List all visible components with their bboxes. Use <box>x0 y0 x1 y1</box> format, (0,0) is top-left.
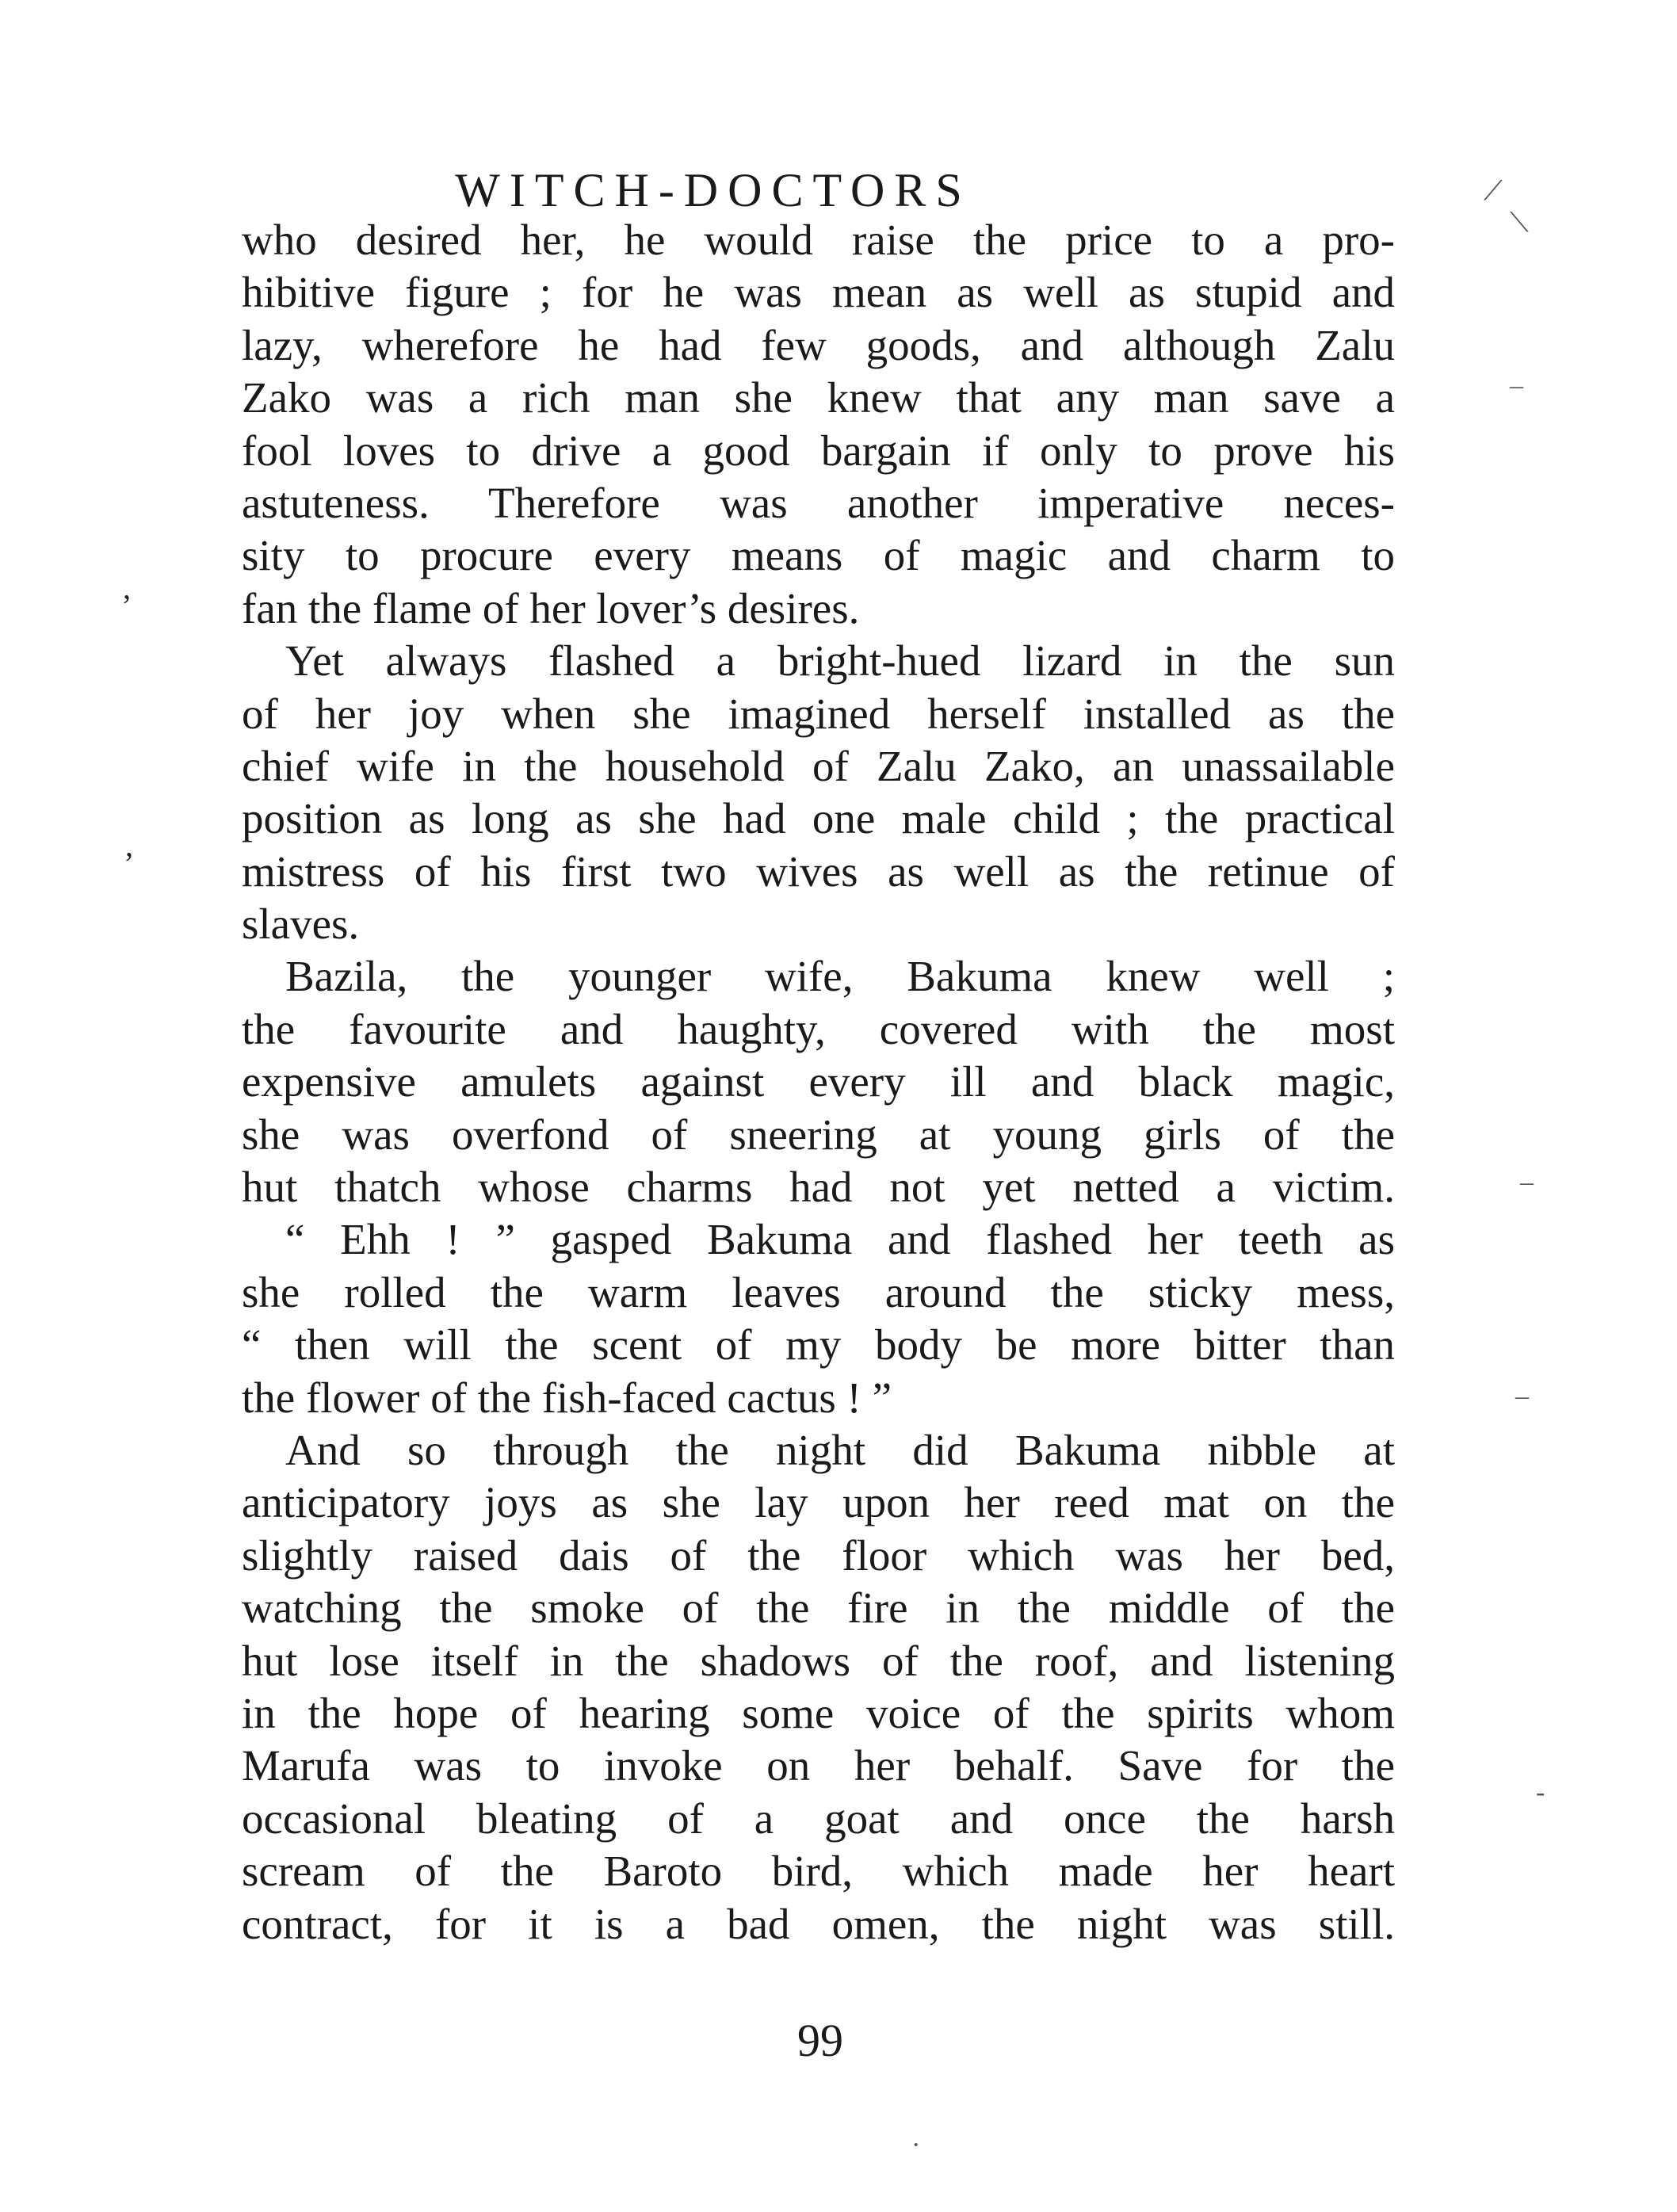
text-line: And so through the night did Bakuma nibble at <box>285 1425 1395 1474</box>
text-line: anticipatory joys as she lay upon her reed mat on the <box>242 1478 1395 1527</box>
text-line: hut thatch whose charms had not yet netted a victim. <box>242 1163 1395 1212</box>
text-line: sity to procure every means of magic and charm to <box>242 531 1395 580</box>
text-line: in the hope of hearing some voice of the spirits whom <box>242 1688 1395 1737</box>
text-line: scream of the Baroto bird, which made her heart <box>242 1847 1395 1896</box>
page-number: 99 <box>797 2015 843 2066</box>
text-line: Bazila, the younger wife, Bakuma knew well ; <box>285 952 1395 1001</box>
text-line: hibitive figure ; for he was mean as well as stupid and <box>242 268 1395 317</box>
text-line: of her joy when she imagined herself installed as the <box>242 689 1395 738</box>
scan-speck: – <box>1510 371 1523 400</box>
text-line: fool loves to drive a good bargain if only to prove his <box>242 426 1395 475</box>
text-line: “ then will the scent of my body be more bitter than <box>242 1320 1395 1370</box>
text-line: hut lose itself in the shadows of the roof, and listening <box>242 1636 1395 1685</box>
scan-speck: , <box>123 570 131 606</box>
scan-speck: - <box>1536 1778 1545 1807</box>
text-line: slaves. <box>242 900 360 949</box>
body-text <box>242 214 1395 1950</box>
text-line: chief wife in the household of Zalu Zako, an unassailable <box>242 741 1395 790</box>
text-line: watching the smoke of the fire in the middle of the <box>242 1584 1395 1633</box>
text-line: slightly raised dais of the floor which was her bed, <box>242 1530 1395 1580</box>
text-line: who desired her, he would raise the price to a pro- <box>242 216 1395 264</box>
scan-speck: , <box>125 827 133 863</box>
scan-speck: · <box>911 2130 921 2160</box>
text-line: position as long as she had one male child ; the practical <box>242 794 1395 843</box>
text-line: mistress of his first two wives as well as the retinue of <box>242 846 1395 896</box>
text-line: occasional bleating of a goat and once the harsh <box>242 1794 1395 1843</box>
text-line: fan the flame of her lover’s desires. <box>242 583 860 632</box>
text-line: Zako was a rich man she knew that any man save a <box>242 373 1395 422</box>
text-line: expensive amulets against every ill and black magic, <box>242 1057 1395 1106</box>
text-line: she rolled the warm leaves around the sticky mess, <box>242 1267 1395 1316</box>
text-line: “ Ehh ! ” gasped Bakuma and flashed her teeth as <box>285 1215 1395 1264</box>
text-line: astuteness. Therefore was another imperative neces- <box>242 478 1395 527</box>
scan-speck: ⟍ <box>1510 208 1529 238</box>
text-line: lazy, wherefore he had few goods, and although Zalu <box>242 320 1395 369</box>
scan-speck: ⟋ <box>1484 177 1503 206</box>
text-line: Yet always flashed a bright-hued lizard in the sun <box>285 636 1395 686</box>
text-line: she was overfond of sneering at young girls of the <box>242 1110 1395 1159</box>
text-line: the favourite and haughty, covered with the most <box>242 1004 1395 1053</box>
text-line: contract, for it is a bad omen, the night was still. <box>242 1899 1395 1948</box>
scan-speck: – <box>1520 1167 1534 1197</box>
text-line: Marufa was to invoke on her behalf. Save for the <box>242 1741 1395 1790</box>
text-line: the flower of the fish-faced cactus ! ” <box>242 1373 892 1422</box>
running-head: WITCH-DOCTORS <box>455 164 972 216</box>
scan-speck: – <box>1515 1381 1529 1411</box>
